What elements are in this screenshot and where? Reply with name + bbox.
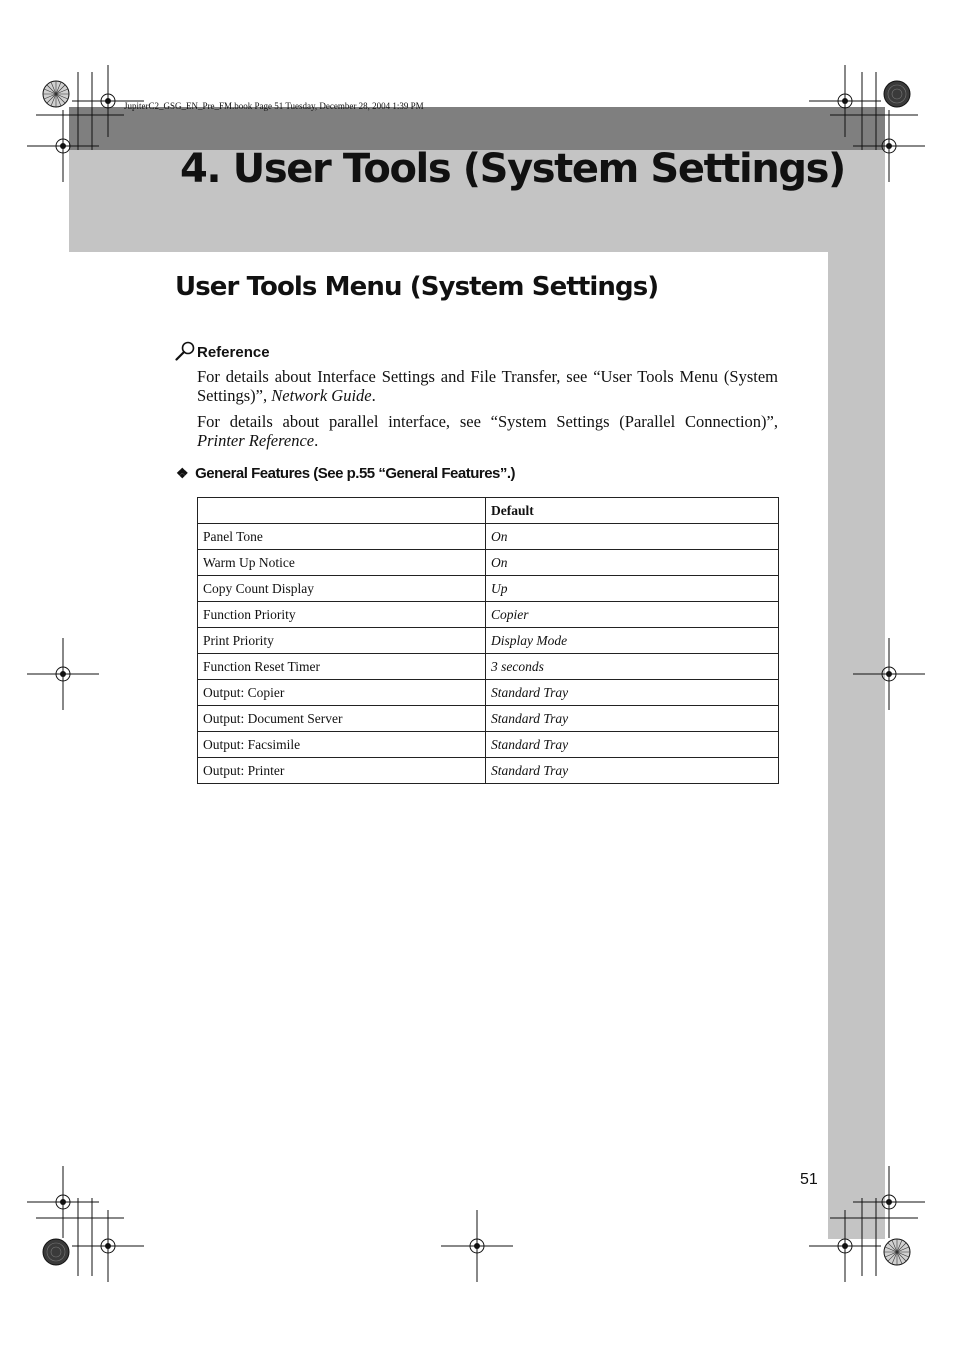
table-row xyxy=(198,602,779,628)
setting-name: Warm Up Notice xyxy=(198,550,486,576)
book-info-slug: JupiterC2_GSG_EN_Pre_FM.book Page 51 Tuesday, December 28, 2004 1:39 PM xyxy=(124,101,424,111)
table-row xyxy=(198,732,779,758)
reference-label: Reference xyxy=(197,344,270,361)
table-row xyxy=(198,758,779,784)
general-features-table xyxy=(197,497,779,784)
section-title: User Tools Menu (System Settings) xyxy=(175,272,659,302)
table-row xyxy=(198,550,779,576)
setting-default-value: 3 seconds xyxy=(486,654,779,680)
setting-default-value: Standard Tray xyxy=(486,732,779,758)
reference-paragraph-1: For details about Interface Settings and File Transfer, see “User Tools Menu (System Settings)”, Network Guide. xyxy=(197,367,778,405)
setting-default-value: Up xyxy=(486,576,779,602)
table-row xyxy=(198,524,779,550)
page-number: 51 xyxy=(800,1171,818,1188)
setting-default-value: Display Mode xyxy=(486,628,779,654)
setting-name: Output: Printer xyxy=(198,758,486,784)
setting-default-value: Standard Tray xyxy=(486,706,779,732)
setting-name: Output: Document Server xyxy=(198,706,486,732)
table-row xyxy=(198,706,779,732)
setting-default-value: On xyxy=(486,550,779,576)
setting-name: Function Reset Timer xyxy=(198,654,486,680)
setting-default-value: Copier xyxy=(486,602,779,628)
printer-reference-title: Printer Reference xyxy=(197,431,315,450)
table-row xyxy=(198,576,779,602)
setting-name: Copy Count Display xyxy=(198,576,486,602)
table-row xyxy=(198,680,779,706)
reference-paragraph-2: For details about parallel interface, see “System Settings (Parallel Connection)”, Printer Reference. xyxy=(197,412,778,450)
setting-default-value: Standard Tray xyxy=(486,680,779,706)
diamond-bullet-icon: ❖ xyxy=(176,465,189,481)
magnifier-icon xyxy=(175,341,195,361)
general-features-label: General Features (See p.55 “General Features”.) xyxy=(195,465,516,482)
table-header-row xyxy=(198,498,779,524)
setting-name: Output: Copier xyxy=(198,680,486,706)
chapter-title: 4. User Tools (System Settings) xyxy=(180,146,845,192)
table-header-default: Default xyxy=(486,498,779,524)
setting-name: Print Priority xyxy=(198,628,486,654)
table-row xyxy=(198,628,779,654)
setting-name: Function Priority xyxy=(198,602,486,628)
setting-name: Output: Facsimile xyxy=(198,732,486,758)
setting-default-value: On xyxy=(486,524,779,550)
setting-name: Panel Tone xyxy=(198,524,486,550)
reference-heading xyxy=(175,341,270,361)
table-header-setting xyxy=(198,498,486,524)
general-features-heading xyxy=(176,465,515,482)
table-row xyxy=(198,654,779,680)
setting-default-value: Standard Tray xyxy=(486,758,779,784)
network-guide-title: Network Guide xyxy=(271,386,372,405)
